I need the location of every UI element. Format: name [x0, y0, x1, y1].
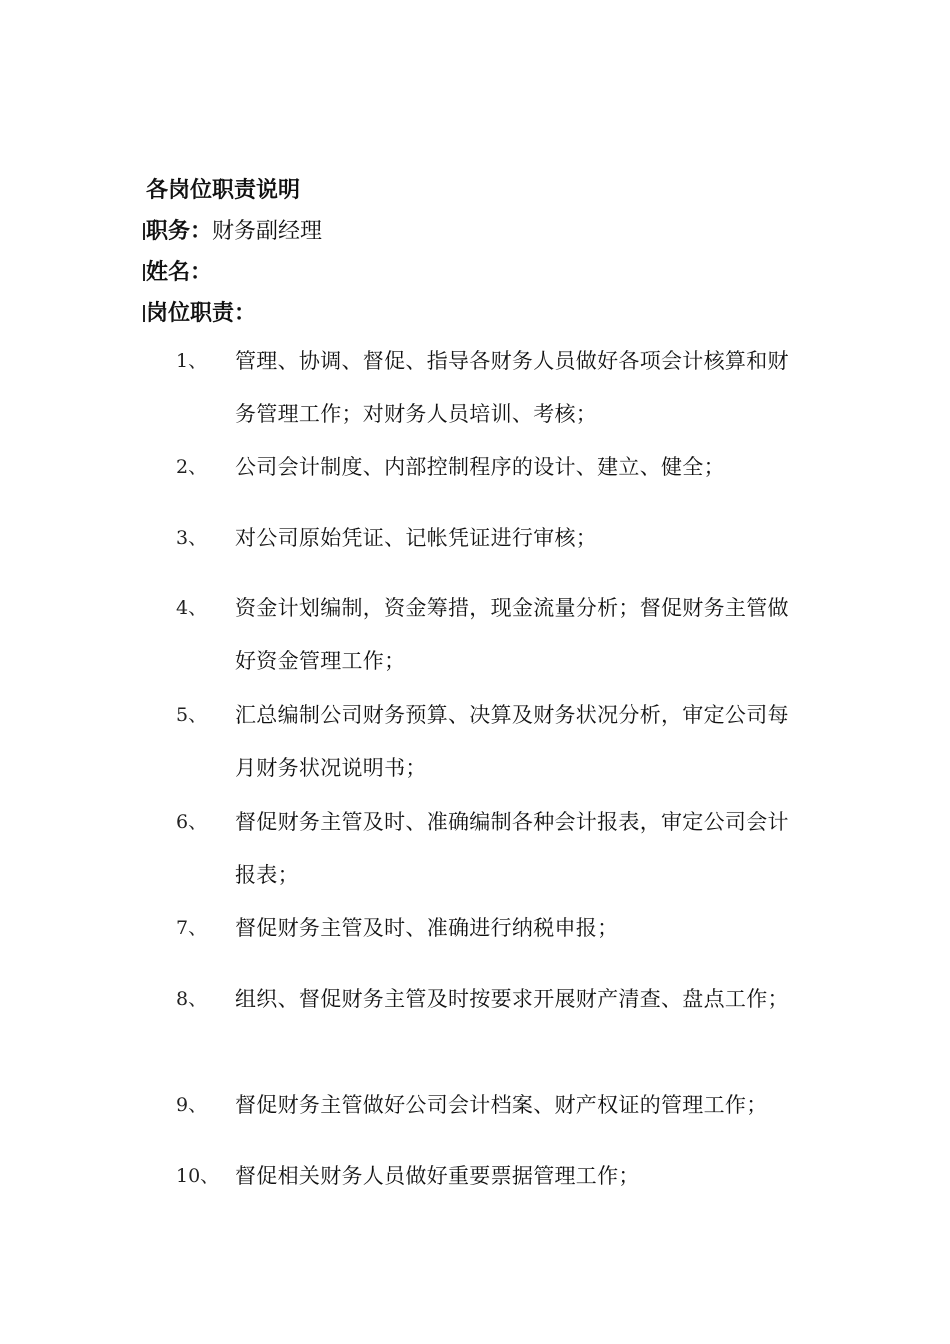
- duty-number: 8、: [176, 988, 208, 1010]
- duty-text: 督促财务主管及时、准确进行纳税申报；: [235, 916, 619, 940]
- duty-number: 9、: [176, 1094, 208, 1116]
- duty-text: 公司会计制度、内部控制程序的设计、建立、健全；: [235, 455, 725, 479]
- name-label: 姓名：: [146, 260, 213, 285]
- duty-number: 7、: [176, 917, 208, 939]
- duty-text: 督促相关财务人员做好重要票据管理工作；: [235, 1164, 640, 1188]
- duty-number: 5、: [176, 704, 208, 726]
- position-label: 职务：: [146, 219, 213, 244]
- duty-number: 6、: [176, 811, 208, 833]
- duty-text: 对公司原始凭证、记帐凭证进行审核；: [235, 526, 598, 550]
- duty-text: 资金计划编制，资金筹措，现金流量分析；督促财务主管做好资金管理工作；: [235, 596, 789, 673]
- position-marker: [143, 223, 145, 240]
- name-marker: [143, 264, 145, 281]
- duty-text: 组织、督促财务主管及时按要求开展财产清查、盘点工作；: [235, 987, 789, 1011]
- document-title-line: [146, 170, 322, 211]
- duty-text: 汇总编制公司财务预算、决算及财务状况分析，审定公司每月财务状况说明书；: [235, 703, 789, 780]
- duty-text: 督促财务主管及时、准确编制各种会计报表，审定公司会计报表；: [235, 810, 789, 887]
- position-line: [146, 211, 322, 252]
- document-title: 各岗位职责说明: [146, 178, 301, 203]
- duty-number: 3、: [176, 527, 208, 549]
- duty-number: 1、: [176, 350, 208, 372]
- duty-number: 4、: [176, 597, 208, 619]
- duties-marker: [143, 305, 145, 322]
- duty-number: 10、: [176, 1165, 220, 1187]
- duty-number: 2、: [176, 456, 208, 478]
- duty-text: 管理、协调、督促、指导各财务人员做好各项会计核算和财务管理工作；对财务人员培训、考核；: [235, 349, 789, 426]
- duty-text: 督促财务主管做好公司会计档案、财产权证的管理工作；: [235, 1093, 768, 1117]
- position-value: 财务副经理: [212, 219, 323, 244]
- duties-label-line: [146, 293, 322, 334]
- duties-label: 岗位职责：: [146, 301, 257, 326]
- heading-block: [146, 170, 322, 334]
- name-line: [146, 252, 322, 293]
